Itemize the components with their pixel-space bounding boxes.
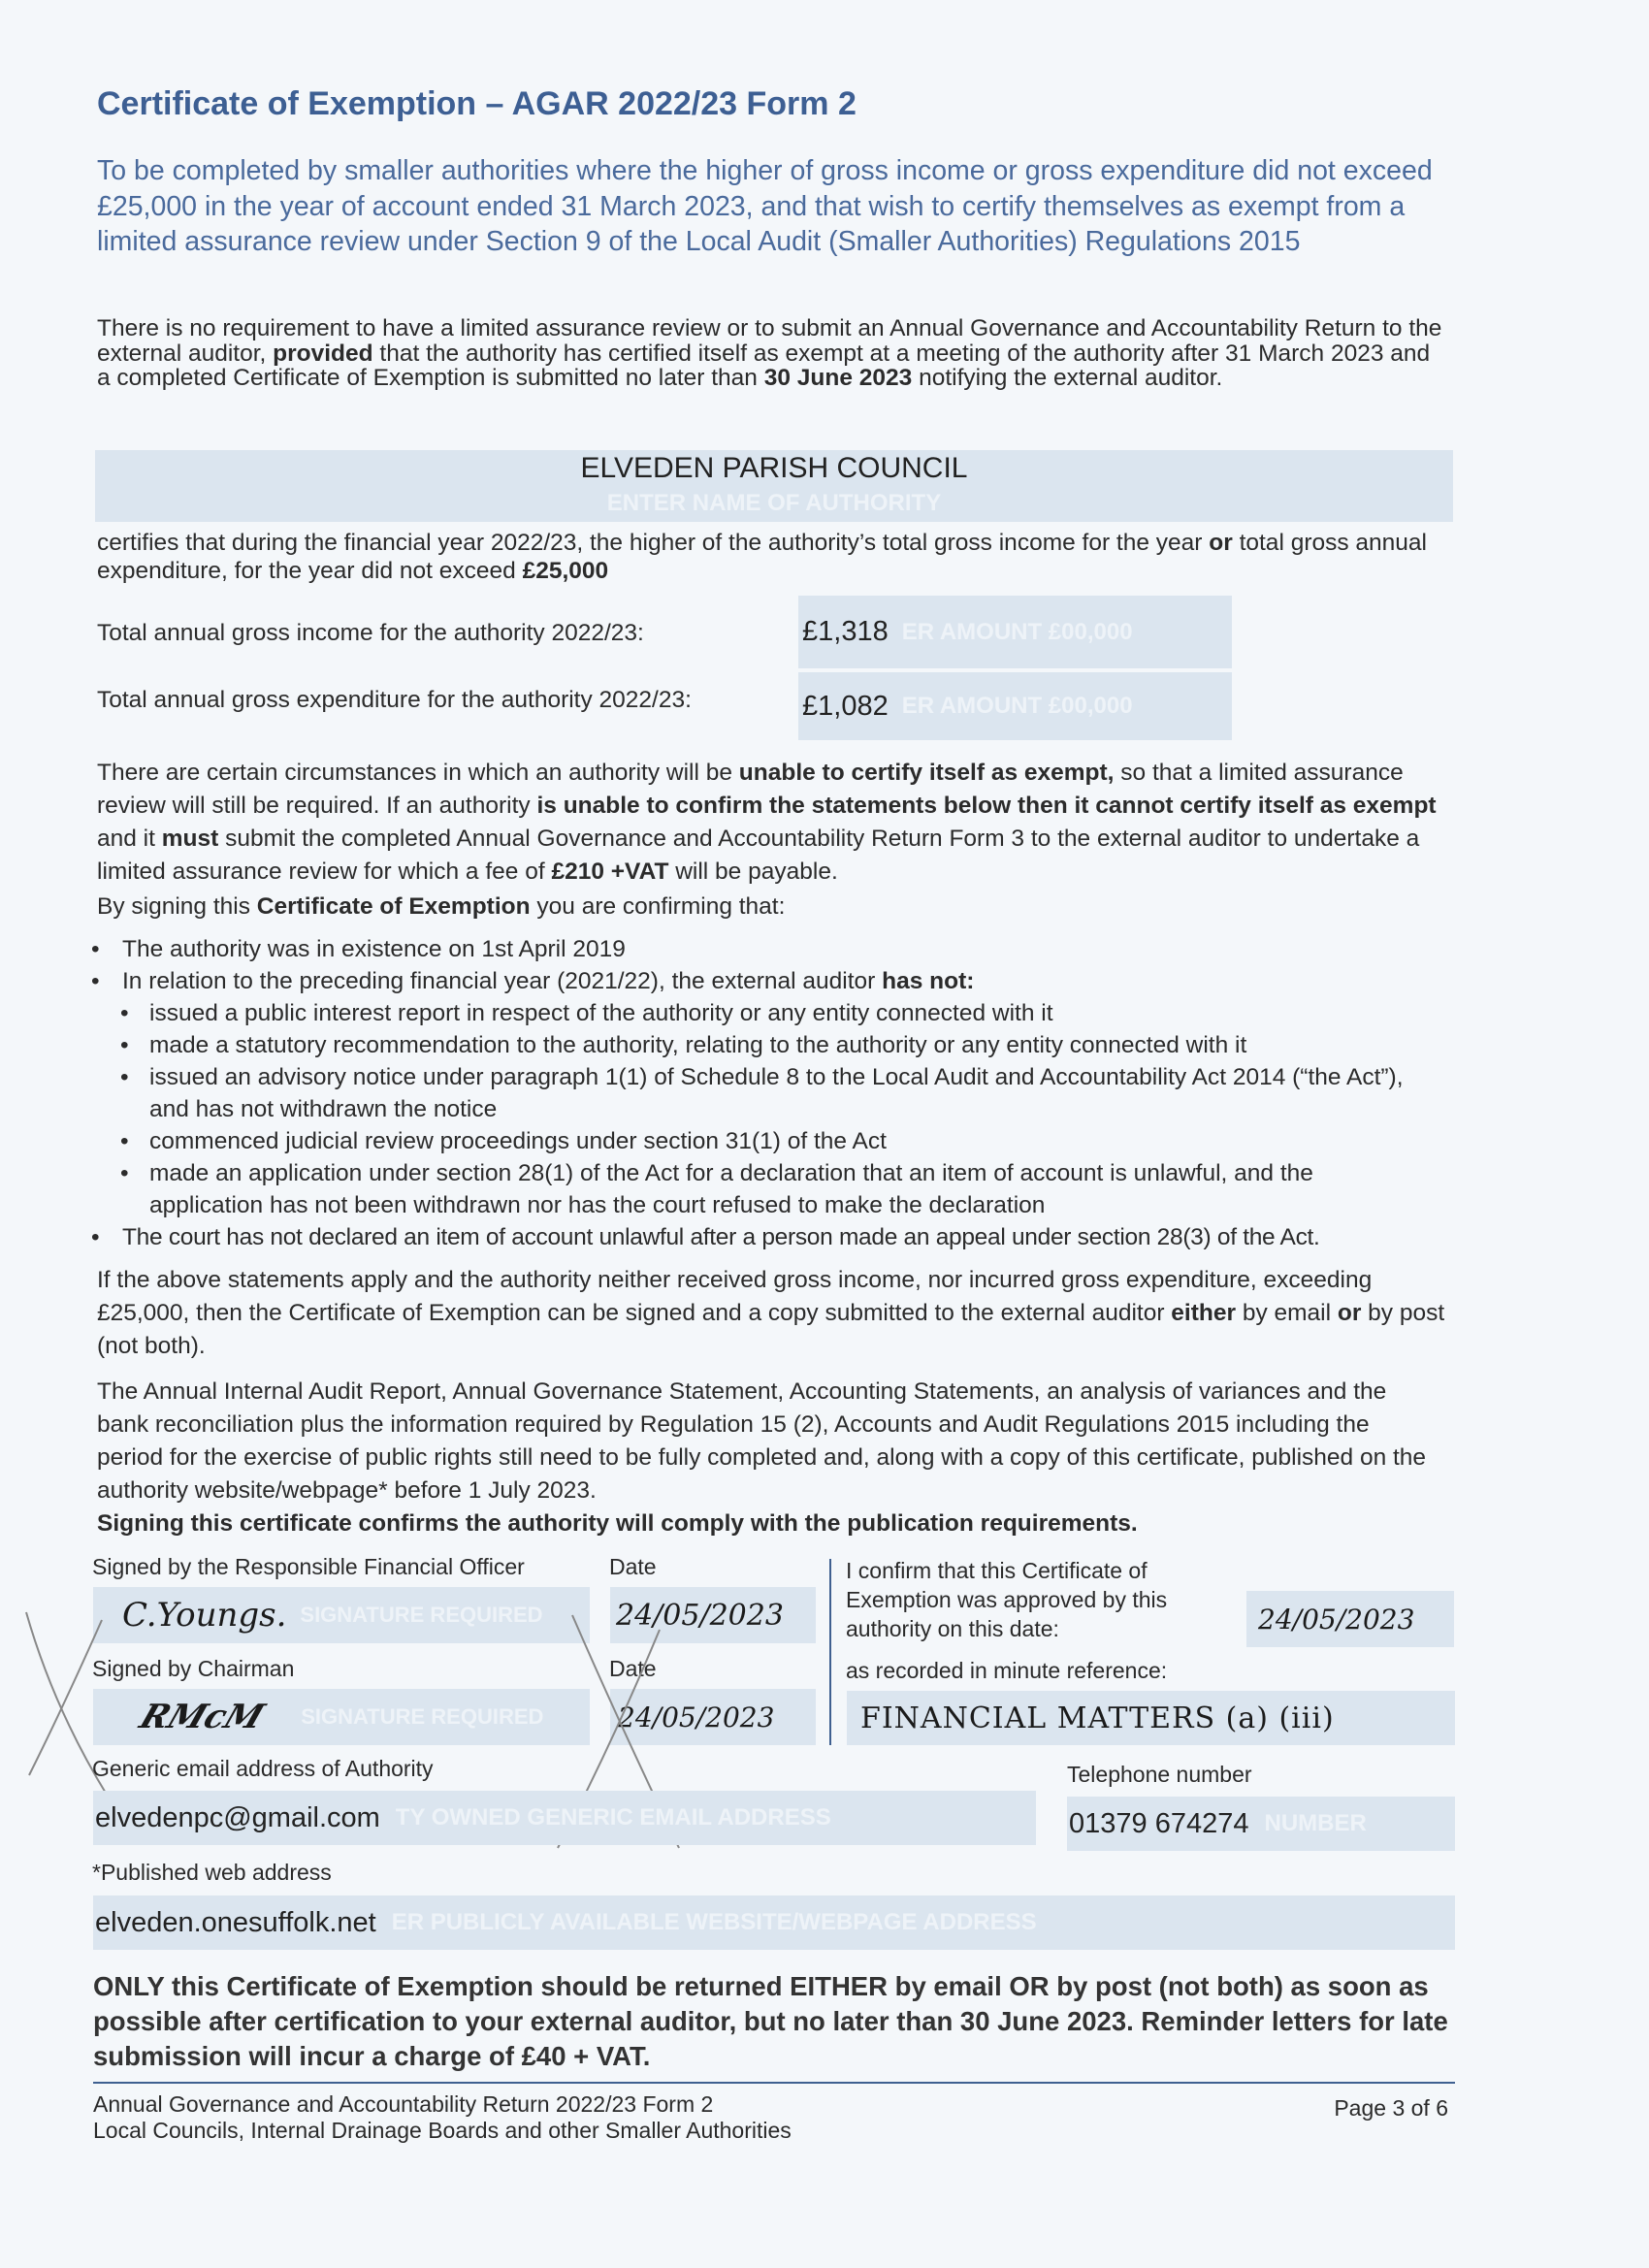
expenditure-value: £1,082 (802, 690, 889, 722)
web-field[interactable] (93, 1895, 1455, 1950)
phone-label: Telephone number (1067, 1762, 1252, 1787)
phone-placeholder: NUMBER (1264, 1810, 1367, 1836)
web-placeholder: ER PUBLICLY AVAILABLE WEBSITE/WEBPAGE ADDRESS (391, 1909, 1037, 1935)
chair-date: 24/05/2023 (618, 1701, 775, 1733)
rfo-signature-placeholder: SIGNATURE REQUIRED (300, 1603, 543, 1627)
email-placeholder: TY OWNED GENERIC EMAIL ADDRESS (395, 1804, 831, 1831)
chair-signature-placeholder: SIGNATURE REQUIRED (301, 1704, 544, 1729)
email-field[interactable] (93, 1791, 1036, 1845)
subtitle: To be completed by smaller authorities where the higher of gross income or gross expenditure did not exceed £25,000 in the year of account ended 31 March 2023, and that wish to certify themselves as exempt from a limited assurance review under Section 9 of the Local Audit (Smaller Authorities) Regulations 2015 (97, 155, 1433, 257)
approval-date-field[interactable] (1246, 1591, 1454, 1647)
phone-value: 01379 674274 (1069, 1807, 1249, 1839)
list-item: • issued a public interest report in respect of the authority or any entity connected with it (91, 997, 1469, 1029)
expenditure-field[interactable] (798, 672, 1232, 740)
income-placeholder: ER AMOUNT £00,000 (901, 618, 1133, 645)
income-field[interactable] (798, 596, 1232, 668)
chair-signature: RMcM (134, 1698, 270, 1736)
footer-line-1: Annual Governance and Accountability Return 2022/23 Form 2 (93, 2091, 714, 2117)
expenditure-placeholder: ER AMOUNT £00,000 (901, 693, 1133, 719)
publication-paragraph: The Annual Internal Audit Report, Annual Governance Statement, Accounting Statements, an analysis of variances and the bank reconciliation plus the information required by Regulation 15 (2), Accounts and Audit Regulations 2015 including the period for the exercise of public rights still need to be fully completed and, along with a copy of this certificate, published on the authority website/webpage* before 1 July 2023. Signing this certificate confirms the authority will comply with the publication requirements. (97, 1378, 1427, 1537)
rfo-signature-label: Signed by the Responsible Financial Officer (92, 1554, 525, 1579)
rfo-date: 24/05/2023 (616, 1598, 784, 1633)
list-item: • made an application under section 28(1) of the Act for a declaration that an item of account is unlawful, and the application has not been withdrawn nor has the court refused to make the declaration (91, 1157, 1469, 1221)
email-value: elvedenpc@gmail.com (95, 1801, 380, 1833)
rfo-date-label: Date (609, 1554, 657, 1579)
authority-name: ELVEDEN PARISH COUNCIL (580, 452, 968, 484)
minute-reference-label: as recorded in minute reference: (846, 1658, 1168, 1683)
list-item: • issued an advisory notice under paragraph 1(1) of Schedule 8 to the Local Audit and Accountability Act 2014 (“the Act”), and has not withdrawn the notice (91, 1061, 1469, 1125)
email-label: Generic email address of Authority (92, 1756, 434, 1781)
authority-name-field[interactable] (95, 450, 1453, 522)
web-value: elveden.onesuffolk.net (95, 1906, 376, 1938)
expenditure-label: Total annual gross expenditure for the authority 2022/23: (97, 687, 692, 713)
minute-reference: FINANCIAL MATTERS (a) (iii) (860, 1701, 1335, 1735)
page-number: Page 3 of 6 (1334, 2095, 1448, 2121)
list-item: • The authority was in existence on 1st April 2019 (91, 933, 1469, 965)
web-label: *Published web address (92, 1860, 332, 1885)
footer-rule (93, 2082, 1455, 2084)
signature-divider (829, 1559, 831, 1745)
intro-paragraph: There is no requirement to have a limited assurance review or to submit an Annual Governance and Accountability Return to the external auditor, provided that the authority has certified itself as exempt at a meeting of the authority after 31 March 2023 and a completed Certificate of Exemption is submitted no later than 30 June 2023 notifying the external auditor. (97, 315, 1442, 391)
list-item: • made a statutory recommendation to the authority, relating to the authority or any entity connected with it (91, 1029, 1469, 1061)
footer-line-2: Local Councils, Internal Drainage Boards and other Smaller Authorities (93, 2118, 792, 2143)
confirming-paragraph: By signing this Certificate of Exemption you are confirming that: (97, 893, 786, 920)
apply-paragraph: If the above statements apply and the authority neither received gross income, nor incurred gross expenditure, exceeding £25,000, then the Certificate of Exemption can be signed and a copy submitted to the external auditor either by email or by post (not both). (97, 1267, 1445, 1359)
rfo-signature-field[interactable] (93, 1587, 590, 1643)
chair-date-label: Date (609, 1656, 657, 1681)
list-item: • The court has not declared an item of account unlawful after a person made an appeal under section 28(3) of the Act. (91, 1221, 1469, 1253)
minute-reference-field[interactable] (847, 1691, 1455, 1745)
approval-statement: I confirm that this Certificate of Exemption was approved by this authority on this date: (846, 1558, 1168, 1641)
income-label: Total annual gross income for the authority 2022/23: (97, 620, 644, 646)
list-item: • In relation to the preceding financial year (2021/22), the external auditor has not: (91, 965, 1469, 997)
rfo-signature: C.Youngs. (122, 1596, 287, 1635)
authority-name-placeholder: ENTER NAME OF AUTHORITY (606, 490, 942, 516)
approval-date: 24/05/2023 (1258, 1603, 1415, 1636)
certifies-paragraph: certifies that during the financial year 2022/23, the higher of the authority’s total gross income for the year or total gross annual expenditure, for the year did not exceed £25,000 (97, 530, 1427, 584)
confirmation-list (91, 933, 1469, 1253)
phone-field[interactable] (1067, 1797, 1455, 1851)
return-notice: ONLY this Certificate of Exemption should be returned EITHER by email OR by post (not both) as soon as possible after certification to your external auditor, but no later than 30 June 2023. Reminder letters for late submission will incur a charge of £40 + VAT. (93, 1971, 1448, 2071)
chair-signature-field[interactable] (93, 1689, 590, 1745)
income-value: £1,318 (802, 616, 889, 647)
chair-signature-label: Signed by Chairman (92, 1656, 295, 1681)
list-item: • commenced judicial review proceedings under section 31(1) of the Act (91, 1125, 1469, 1157)
page-title: Certificate of Exemption – AGAR 2022/23 Form 2 (97, 85, 857, 122)
circumstances-paragraph: There are certain circumstances in which an authority will be unable to certify itself as exempt, so that a limited assurance review will still be required. If an authority is unable to confirm the statements below then it cannot certify itself as exempt and it must submit the completed Annual Governance and Accountability Return Form 3 to the external auditor to undertake a limited assurance review for which a fee of £210 +VAT will be payable. (97, 760, 1437, 885)
